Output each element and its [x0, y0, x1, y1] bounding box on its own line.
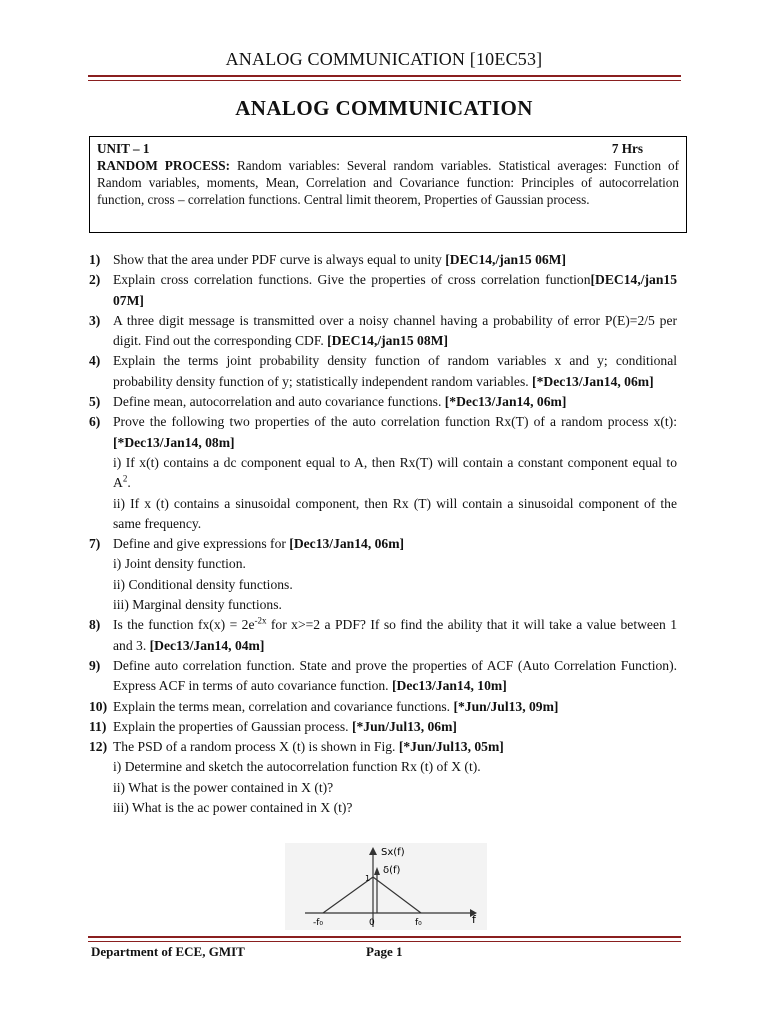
unit-syllabus-box	[89, 136, 687, 233]
question-text-block	[113, 615, 677, 656]
question-text-block	[113, 412, 677, 534]
question-number: 3)	[89, 312, 101, 328]
question-item	[89, 615, 677, 656]
question-text-block	[113, 534, 677, 615]
impulse-label: δ(f)	[383, 865, 401, 876]
question-text-block	[113, 697, 677, 717]
question-item	[89, 412, 677, 534]
question-text: Show that the area under PDF curve is always equal to unity	[113, 252, 446, 267]
question-text: Explain cross correlation functions. Give the properties of cross correlation function	[113, 272, 591, 288]
question-text: The PSD of a random process X (t) is shown in Fig.	[113, 739, 399, 755]
question-text-cont: for x>=2 a PDF? If so find the ability that it will take a value between 1 and 3.	[113, 617, 678, 653]
footer-department: Department of ECE, GMIT	[91, 944, 245, 959]
footer-page-number: Page 1	[366, 944, 403, 959]
subquestion: ii) If x (t) contains a sinusoidal component, then Rx (T) will contain a sinusoidal component of the same frequency.	[113, 495, 677, 531]
running-header: ANALOG COMMUNICATION [10EC53]	[225, 49, 543, 69]
subquestion-text: i) If x(t) contains a dc component equal to A, then Rx(T) will contain a constant component equal to A	[113, 454, 677, 491]
footer-rule	[88, 936, 681, 942]
question-item	[89, 737, 677, 818]
question-number: 10)	[89, 698, 108, 714]
question-text: Explain the terms mean, correlation and covariance functions.	[113, 698, 454, 714]
question-item	[89, 534, 677, 615]
subquestion: iii) Marginal density functions.	[113, 597, 282, 613]
question-text-block	[113, 392, 677, 412]
question-ref: [*Dec13/Jan14, 06m]	[532, 373, 654, 389]
question-number: 5)	[89, 394, 101, 410]
question-text-block	[113, 270, 677, 311]
question-text: Prove the following two properties of the auto correlation function Rx(T) of a random process x(t):	[113, 414, 677, 430]
question-text-block	[113, 250, 677, 270]
question-text: Explain the properties of Gaussian process.	[113, 718, 352, 734]
question-ref: [*Jun/Jul13, 09m]	[453, 698, 559, 714]
tick-label-center: 0	[369, 918, 375, 928]
subquestion-end: .	[127, 475, 131, 491]
question-number: 4)	[89, 353, 101, 369]
question-ref: [Dec13/Jan14, 10m]	[391, 678, 507, 694]
question-text-block	[113, 717, 677, 737]
question-ref: [*Dec13/Jan14, 08m]	[113, 434, 235, 450]
question-item	[89, 656, 677, 697]
question-ref: [*Dec13/Jan14, 06m]	[444, 394, 567, 410]
question-text: Is the function fx(x) = 2e	[113, 617, 255, 633]
x-axis-label: f	[472, 913, 476, 926]
subquestion: iii) What is the ac power contained in X (t)?	[113, 800, 353, 816]
superscript: 2	[122, 473, 128, 484]
question-number: 12)	[89, 739, 108, 755]
question-item	[89, 697, 677, 717]
unit-label: UNIT – 1	[97, 141, 150, 156]
question-text: Define and give expressions for	[113, 536, 290, 552]
question-item	[89, 717, 677, 737]
question-ref: [DEC14,/jan15 07M]	[113, 272, 677, 308]
question-text: Define auto correlation function. State and prove the properties of ACF (Auto Correlation Function). Express ACF in terms of auto covariance function.	[113, 657, 677, 694]
question-ref: [DEC14,/jan15 06M]	[445, 252, 567, 267]
question-ref: [Dec13/Jan14, 04m]	[149, 637, 265, 653]
psd-figure	[285, 843, 487, 930]
question-item	[89, 311, 677, 352]
unit-heading-row	[97, 140, 679, 157]
unit-syllabus-text	[97, 157, 679, 208]
subquestion	[113, 453, 677, 494]
y-axis-label: Sx(f)	[381, 847, 405, 858]
height-label: 1	[365, 874, 371, 883]
question-ref: [*Jun/Jul13, 06m]	[351, 718, 457, 734]
page-title: ANALOG COMMUNICATION	[235, 96, 533, 120]
y-axis-arrow	[369, 847, 377, 855]
header-rule	[88, 75, 681, 81]
question-text-block	[113, 656, 677, 697]
question-text: A three digit message is transmitted over a noisy channel having a probability of error P(E)=2/5 per digit. Find out the corresponding CDF.	[113, 312, 677, 349]
psd-sketch	[285, 843, 487, 930]
question-text-block	[113, 737, 677, 818]
subquestion: ii) Conditional density functions.	[113, 576, 293, 592]
unit-topic-text: Random variables: Several random variables. Statistical averages: Function of Random variables, moments, Mean, Correlation and Covariance function: Principles of autocorrelation function, cross – correlation functions. Central limit theorem, Properties of Gaussian process.	[97, 158, 679, 207]
impulse-arrow	[374, 867, 380, 875]
question-text: Explain the terms joint probability density function of random variables x and y; conditional probability density function of y; statistically independent random variables.	[113, 353, 677, 389]
question-item	[89, 392, 677, 412]
question-number: 8)	[89, 617, 101, 633]
question-ref: [Dec13/Jan14, 06m]	[289, 536, 405, 552]
subquestion: i) Joint density function.	[113, 556, 246, 572]
unit-hours: 7 Hrs	[611, 141, 643, 156]
tick-label-left: -f₀	[313, 918, 324, 928]
question-ref: [*Jun/Jul13, 05m]	[398, 739, 504, 755]
subquestion: i) Determine and sketch the autocorrelation function Rx (t) of X (t).	[113, 759, 481, 775]
question-number: 11)	[89, 718, 107, 734]
question-item	[89, 351, 677, 392]
question-text-block	[113, 311, 677, 352]
question-item	[89, 250, 677, 270]
question-number: 7)	[89, 536, 101, 552]
question-ref: [DEC14,/jan15 08M]	[327, 333, 448, 349]
question-number: 9)	[89, 657, 101, 673]
question-text: Define mean, autocorrelation and auto covariance functions.	[113, 394, 445, 410]
tick-label-right: f₀	[415, 918, 422, 928]
question-list	[89, 250, 677, 818]
question-number: 2)	[89, 272, 101, 288]
question-text-block	[113, 351, 677, 392]
question-item	[89, 270, 677, 311]
question-number: 1)	[89, 252, 101, 267]
triangle-psd	[323, 877, 421, 913]
subquestion: ii) What is the power contained in X (t)?	[113, 779, 334, 795]
question-number: 6)	[89, 414, 101, 430]
unit-topic-heading: RANDOM PROCESS:	[97, 158, 230, 173]
superscript: -2x	[254, 615, 267, 626]
